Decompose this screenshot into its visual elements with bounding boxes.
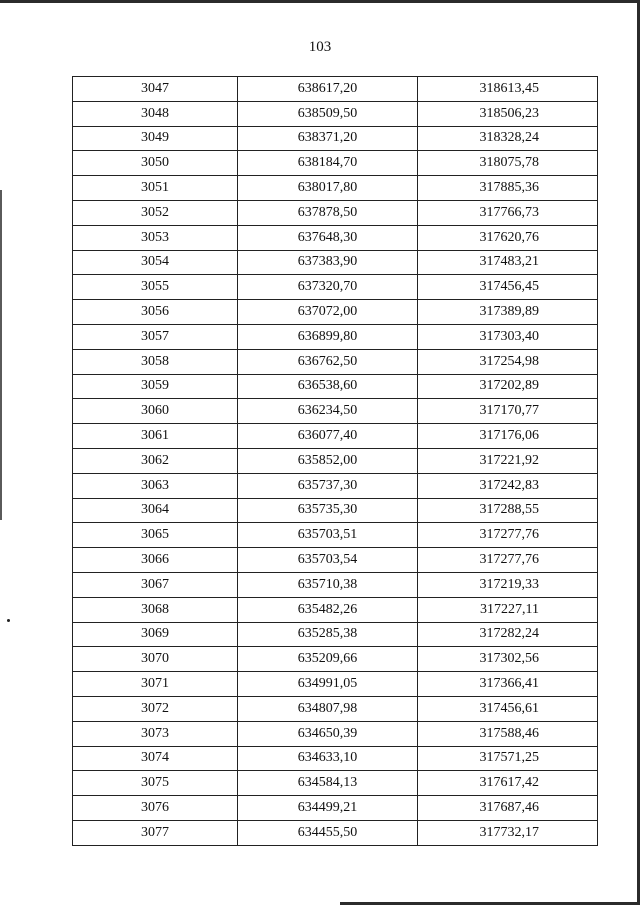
y-coordinate-cell: 318075,78	[418, 151, 598, 176]
table-row	[73, 126, 598, 151]
point-number-cell: 3050	[73, 151, 238, 176]
table-row	[73, 101, 598, 126]
y-coordinate-cell: 317389,89	[418, 300, 598, 325]
y-coordinate-cell: 317282,24	[418, 622, 598, 647]
x-coordinate-cell: 634807,98	[238, 696, 418, 721]
y-coordinate-cell: 317302,56	[418, 647, 598, 672]
y-coordinate-cell: 317483,21	[418, 250, 598, 275]
x-coordinate-cell: 634633,10	[238, 746, 418, 771]
y-coordinate-cell: 317687,46	[418, 796, 598, 821]
table-row	[73, 771, 598, 796]
point-number-cell: 3055	[73, 275, 238, 300]
point-number-cell: 3061	[73, 424, 238, 449]
table-row	[73, 424, 598, 449]
table-row	[73, 200, 598, 225]
point-number-cell: 3049	[73, 126, 238, 151]
table-row	[73, 572, 598, 597]
point-number-cell: 3063	[73, 473, 238, 498]
point-number-cell: 3066	[73, 548, 238, 573]
point-number-cell: 3047	[73, 77, 238, 102]
x-coordinate-cell: 636762,50	[238, 349, 418, 374]
x-coordinate-cell: 635710,38	[238, 572, 418, 597]
point-number-cell: 3067	[73, 572, 238, 597]
x-coordinate-cell: 634650,39	[238, 721, 418, 746]
table-row	[73, 696, 598, 721]
y-coordinate-cell: 317242,83	[418, 473, 598, 498]
y-coordinate-cell: 317588,46	[418, 721, 598, 746]
x-coordinate-cell: 635482,26	[238, 597, 418, 622]
coordinates-table	[72, 76, 598, 846]
x-coordinate-cell: 634584,13	[238, 771, 418, 796]
point-number-cell: 3073	[73, 721, 238, 746]
table-row	[73, 820, 598, 845]
table-row	[73, 672, 598, 697]
y-coordinate-cell: 317766,73	[418, 200, 598, 225]
x-coordinate-cell: 635735,30	[238, 498, 418, 523]
x-coordinate-cell: 637878,50	[238, 200, 418, 225]
table-row	[73, 796, 598, 821]
x-coordinate-cell: 635703,51	[238, 523, 418, 548]
point-number-cell: 3056	[73, 300, 238, 325]
table-row	[73, 300, 598, 325]
x-coordinate-cell: 634499,21	[238, 796, 418, 821]
page-number: 103	[308, 39, 332, 55]
x-coordinate-cell: 635737,30	[238, 473, 418, 498]
table-row	[73, 349, 598, 374]
x-coordinate-cell: 636077,40	[238, 424, 418, 449]
x-coordinate-cell: 638371,20	[238, 126, 418, 151]
y-coordinate-cell: 317571,25	[418, 746, 598, 771]
table-row	[73, 225, 598, 250]
table-row	[73, 374, 598, 399]
table-row	[73, 622, 598, 647]
point-number-cell: 3052	[73, 200, 238, 225]
table-row	[73, 597, 598, 622]
table-row	[73, 324, 598, 349]
y-coordinate-cell: 317732,17	[418, 820, 598, 845]
point-number-cell: 3059	[73, 374, 238, 399]
y-coordinate-cell: 317620,76	[418, 225, 598, 250]
point-number-cell: 3051	[73, 176, 238, 201]
point-number-cell: 3069	[73, 622, 238, 647]
y-coordinate-cell: 317170,77	[418, 399, 598, 424]
y-coordinate-cell: 317456,45	[418, 275, 598, 300]
y-coordinate-cell: 318613,45	[418, 77, 598, 102]
point-number-cell: 3057	[73, 324, 238, 349]
x-coordinate-cell: 636899,80	[238, 324, 418, 349]
x-coordinate-cell: 635209,66	[238, 647, 418, 672]
y-coordinate-cell: 317202,89	[418, 374, 598, 399]
point-number-cell: 3053	[73, 225, 238, 250]
x-coordinate-cell: 636538,60	[238, 374, 418, 399]
point-number-cell: 3048	[73, 101, 238, 126]
point-number-cell: 3054	[73, 250, 238, 275]
point-number-cell: 3058	[73, 349, 238, 374]
table-row	[73, 473, 598, 498]
x-coordinate-cell: 638017,80	[238, 176, 418, 201]
y-coordinate-cell: 318506,23	[418, 101, 598, 126]
point-number-cell: 3077	[73, 820, 238, 845]
point-number-cell: 3074	[73, 746, 238, 771]
table-row	[73, 275, 598, 300]
x-coordinate-cell: 637072,00	[238, 300, 418, 325]
y-coordinate-cell: 317219,33	[418, 572, 598, 597]
y-coordinate-cell: 317227,11	[418, 597, 598, 622]
x-coordinate-cell: 635852,00	[238, 448, 418, 473]
x-coordinate-cell: 636234,50	[238, 399, 418, 424]
table-row	[73, 523, 598, 548]
x-coordinate-cell: 634991,05	[238, 672, 418, 697]
table-row	[73, 151, 598, 176]
y-coordinate-cell: 317277,76	[418, 523, 598, 548]
y-coordinate-cell: 317221,92	[418, 448, 598, 473]
point-number-cell: 3068	[73, 597, 238, 622]
scan-edge-left	[0, 190, 2, 520]
y-coordinate-cell: 317617,42	[418, 771, 598, 796]
point-number-cell: 3075	[73, 771, 238, 796]
table-row	[73, 548, 598, 573]
table-row	[73, 77, 598, 102]
point-number-cell: 3071	[73, 672, 238, 697]
x-coordinate-cell: 637648,30	[238, 225, 418, 250]
table-row	[73, 448, 598, 473]
point-number-cell: 3070	[73, 647, 238, 672]
point-number-cell: 3062	[73, 448, 238, 473]
point-number-cell: 3072	[73, 696, 238, 721]
point-number-cell: 3065	[73, 523, 238, 548]
x-coordinate-cell: 637383,90	[238, 250, 418, 275]
y-coordinate-cell: 317366,41	[418, 672, 598, 697]
x-coordinate-cell: 637320,70	[238, 275, 418, 300]
y-coordinate-cell: 317303,40	[418, 324, 598, 349]
table-row	[73, 399, 598, 424]
y-coordinate-cell: 317277,76	[418, 548, 598, 573]
point-number-cell: 3076	[73, 796, 238, 821]
table-row	[73, 498, 598, 523]
x-coordinate-cell: 638509,50	[238, 101, 418, 126]
y-coordinate-cell: 317885,36	[418, 176, 598, 201]
x-coordinate-cell: 638184,70	[238, 151, 418, 176]
table-row	[73, 746, 598, 771]
y-coordinate-cell: 317456,61	[418, 696, 598, 721]
table-row	[73, 250, 598, 275]
point-number-cell: 3064	[73, 498, 238, 523]
y-coordinate-cell: 317254,98	[418, 349, 598, 374]
table-row	[73, 176, 598, 201]
table-row	[73, 647, 598, 672]
scan-edge-top	[0, 0, 640, 3]
coordinates-table-body	[73, 77, 598, 846]
x-coordinate-cell: 634455,50	[238, 820, 418, 845]
table-row	[73, 721, 598, 746]
x-coordinate-cell: 638617,20	[238, 77, 418, 102]
point-number-cell: 3060	[73, 399, 238, 424]
y-coordinate-cell: 317288,55	[418, 498, 598, 523]
x-coordinate-cell: 635703,54	[238, 548, 418, 573]
y-coordinate-cell: 318328,24	[418, 126, 598, 151]
x-coordinate-cell: 635285,38	[238, 622, 418, 647]
y-coordinate-cell: 317176,06	[418, 424, 598, 449]
scan-speck	[7, 619, 10, 622]
